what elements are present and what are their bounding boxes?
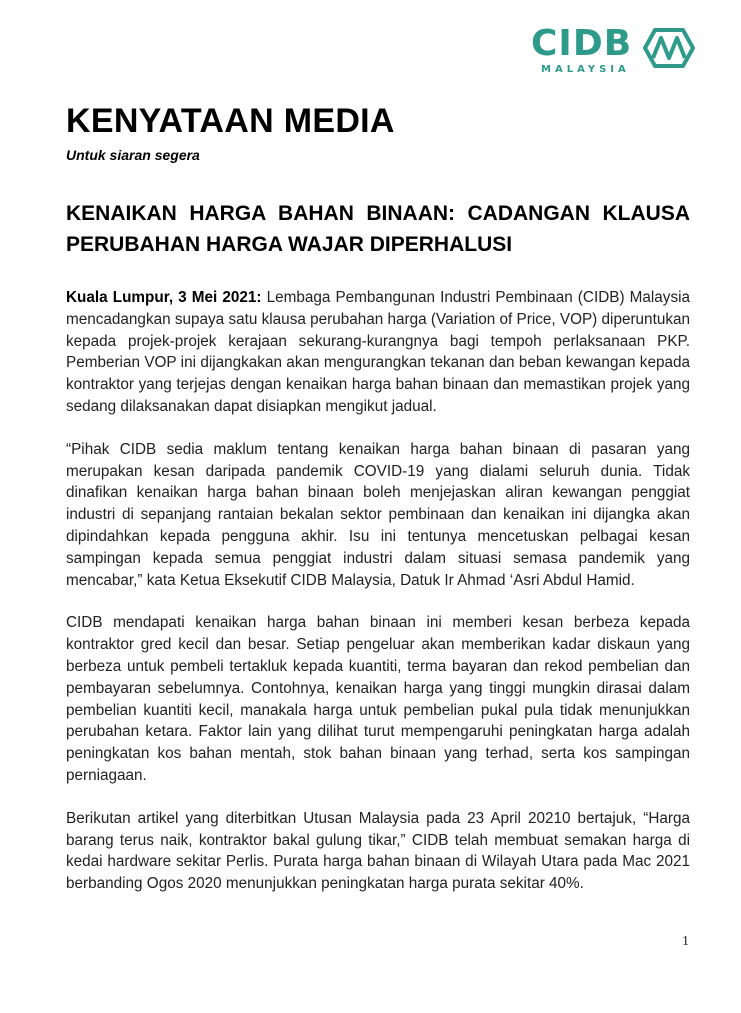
body-paragraph-4 bbox=[66, 808, 690, 895]
dateline: Kuala Lumpur, 3 Mei 2021: bbox=[66, 289, 262, 306]
cidb-logo bbox=[531, 22, 701, 82]
page-number: 1 bbox=[682, 934, 689, 949]
body-paragraph-1 bbox=[66, 287, 690, 418]
paragraph-text: “Pihak CIDB sedia maklum tentang kenaikan harga bahan binaan di pasaran yang merupakan kesan daripada pandemik COVID-19 yang dialami seluruh dunia. Tidak dinafikan kenaikan harga bahan binaan boleh menjejaskan aliran kewangan penggiat industri di sepanjang rantaian bekalan sektor pembinaan dan kenaikan ini dijangka akan dipindahkan kepada pengguna akhir. Isu ini tentunya mencetuskan pelbagai kesan sampingan kepada semua penggiat industri dalam situasi semasa pandemik yang mencabar,” kata Ketua Eksekutif CIDB Malaysia, Datuk Ir Ahmad ‘Asri Abdul Hamid. bbox=[66, 440, 690, 589]
body-paragraph-2 bbox=[66, 439, 690, 592]
logo-brand-text: CIDB bbox=[531, 23, 633, 64]
logo-country-text: MALAYSIA bbox=[541, 64, 630, 75]
press-release-body bbox=[66, 287, 690, 916]
paragraph-text: Berikutan artikel yang diterbitkan Utusan Malaysia pada 23 April 20210 bertajuk, “Harga barang terus naik, kontraktor bakal gulung tikar,” CIDB telah membuat semakan harga di kedai hardware sekitar Perlis. Purata harga bahan binaan di Wilayah Utara pada Mac 2021 berbanding Ogos 2020 menunjukkan peningkatan harga purata sekitar 40%. bbox=[66, 809, 690, 893]
paragraph-text: CIDB mendapati kenaikan harga bahan binaan ini memberi kesan berbeza kepada kontraktor gred kecil dan besar. Setiap pengeluar akan memberikan kadar diskaun yang berbeza untuk pembeli tertakluk kepada kuantiti, terma bayaran dan rekod pembelian dan pembayaran sebelumnya. Contohnya, kenaikan harga yang tinggi mungkin dirasai dalam pembelian kuantiti kecil, manakala harga untuk pembelian pukal pula tidak menunjukkan perubahan ketara. Faktor lain yang dilihat turut mempengaruhi peningkatan harga adalah peningkatan kos bahan mentah, stok bahan binaan yang terhad, serta kos sampingan perniagaan. bbox=[66, 614, 690, 784]
body-paragraph-3 bbox=[66, 612, 690, 786]
cidb-chevron-logo-icon bbox=[643, 26, 695, 70]
paragraph-text: Lembaga Pembangunan Industri Pembinaan (CIDB) Malaysia mencadangkan supaya satu klausa perubahan harga (Variation of Price, VOP) diperuntukan kepada projek-projek kerajaan sekurang-kurangnya bagi tempoh perlaksanaan PKP. Pemberian VOP ini dijangkakan akan mengurangkan tekanan dan beban kewangan kepada kontraktor yang terjejas dengan kenaikan harga bahan binaan dan memastikan projek yang sedang dilaksanakan dapat disiapkan mengikut jadual. bbox=[66, 289, 690, 415]
press-release-headline: KENAIKAN HARGA BAHAN BINAAN: CADANGAN KLAUSA PERUBAHAN HARGA WAJAR DIPERHALUSI bbox=[66, 202, 690, 256]
document-type-title: KENYATAAN MEDIA bbox=[66, 102, 395, 140]
release-note: Untuk siaran segera bbox=[66, 147, 200, 163]
